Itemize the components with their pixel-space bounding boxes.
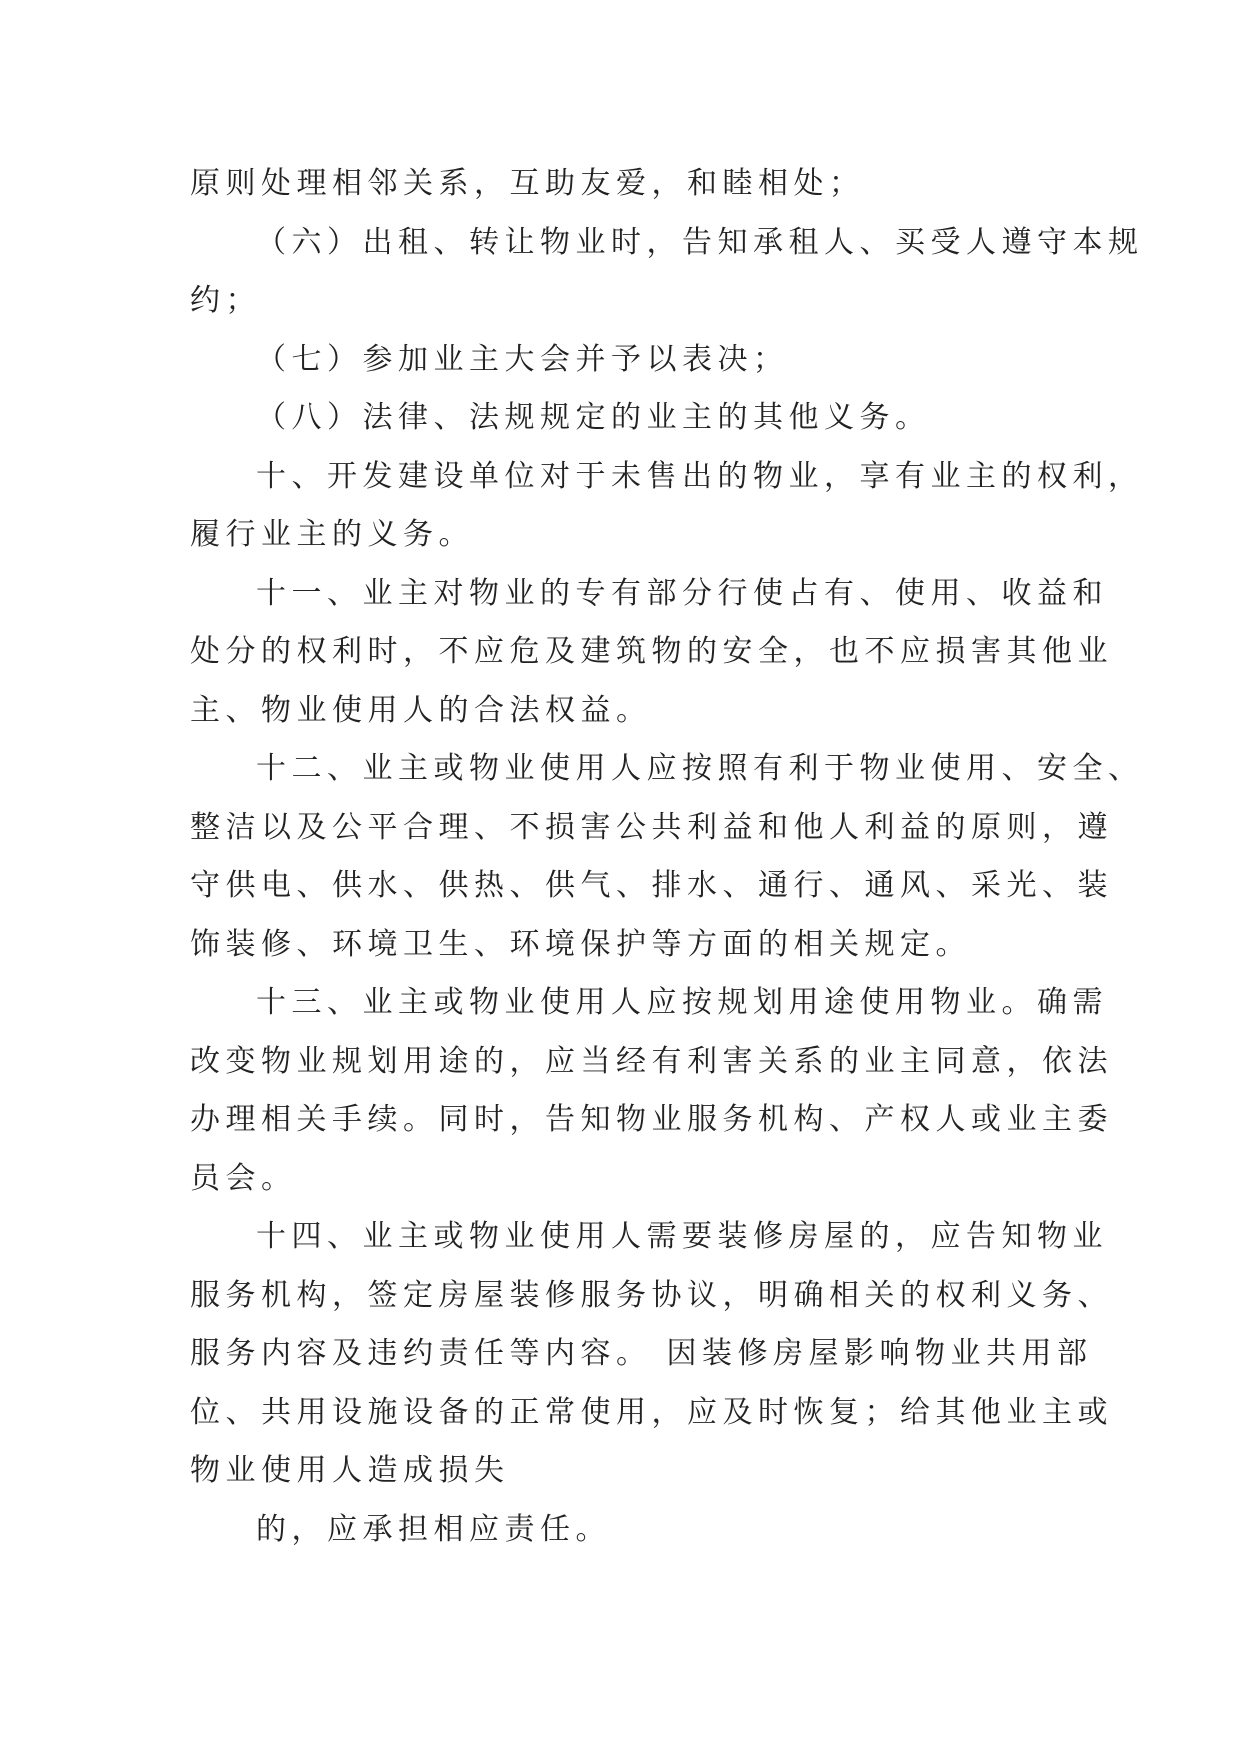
text-line: 的，应承担相应责任。 [256, 1511, 611, 1547]
text-line: 十一、业主对物业的专有部分行使占有、使用、收益和 [256, 575, 1108, 611]
text-line: 服务内容及违约责任等内容。 因装修房屋影响物业共用部 [190, 1336, 1093, 1371]
text-line: 位、共用设施设备的正常使用，应及时恢复；给其他业主或 [190, 1394, 1113, 1430]
text-line: 十、开发建设单位对于未售出的物业，享有业主的权利， [256, 458, 1144, 494]
text-line: （六）出租、转让物业时，告知承租人、买受人遵守本规 [256, 224, 1144, 260]
text-line: 原则处理相邻关系，互助友爱，和睦相处； [190, 166, 865, 201]
document-body [190, 155, 1144, 1559]
text-line: （八）法律、法规规定的业主的其他义务。 [256, 400, 931, 435]
text-line: 主、物业使用人的合法权益。 [190, 692, 652, 728]
text-line: 履行业主的义务。 [190, 517, 474, 552]
text-line: 办理相关手续。同时，告知物业服务机构、产权人或业主委 [190, 1102, 1113, 1137]
text-line: 十四、业主或物业使用人需要装修房屋的，应告知物业 [256, 1219, 1108, 1254]
text-line: 十三、业主或物业使用人应按规划用途使用物业。确需 [256, 985, 1108, 1020]
text-line: 整洁以及公平合理、不损害公共利益和他人利益的原则，遵 [190, 809, 1113, 845]
text-line: 处分的权利时，不应危及建筑物的安全，也不应损害其他业 [190, 634, 1113, 669]
text-line: 守供电、供水、供热、供气、排水、通行、通风、采光、装 [190, 868, 1113, 903]
text-line: 约； [190, 283, 261, 318]
text-line: （七）参加业主大会并予以表决； [256, 341, 789, 377]
text-line: 物业使用人造成损失 [190, 1453, 510, 1488]
text-line: 改变物业规划用途的，应当经有利害关系的业主同意，依法 [190, 1043, 1113, 1079]
text-line: 十二、业主或物业使用人应按照有利于物业使用、安全、 [256, 751, 1144, 786]
text-line: 员会。 [190, 1160, 297, 1196]
text-line: 服务机构，签定房屋装修服务协议，明确相关的权利义务、 [190, 1277, 1113, 1313]
text-line: 饰装修、环境卫生、环境保护等方面的相关规定。 [190, 926, 971, 962]
